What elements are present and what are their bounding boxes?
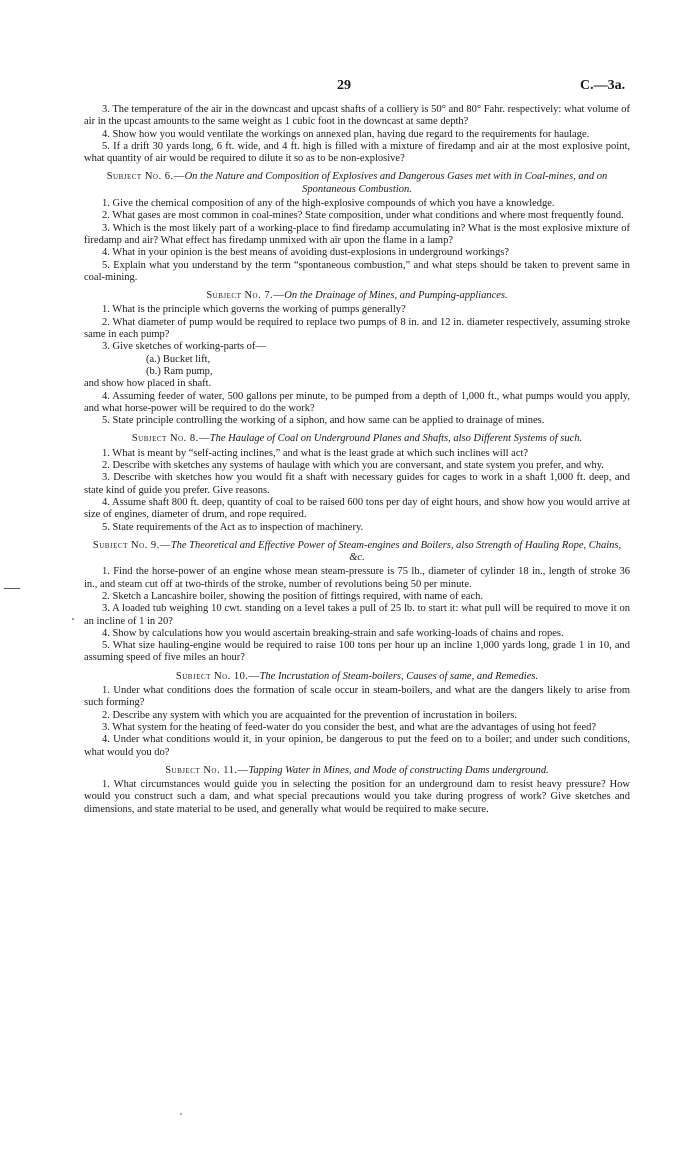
question: 5. What size hauling-engine would be required to raise 100 tons per hour up an incline 1,000 yards long, grade 1 in 10, and assuming speed of five miles an hour? bbox=[84, 640, 630, 664]
question: 3. The temperature of the air in the downcast and upcast shafts of a colliery is 50° and 80° Fahr. respectively: what volume of air in the upcast amounts to the same weight as 1 cubic foot in the downcast at same depth? bbox=[84, 104, 630, 128]
subject-heading bbox=[84, 171, 630, 196]
question: 2. What diameter of pump would be required to replace two pumps of 8 in. and 12 in. diameter respectively, assuming stroke same in each pump? bbox=[84, 316, 630, 341]
subject-label: Subject No. 7.— bbox=[206, 290, 285, 302]
subject-title: Tapping Water in Mines, and Mode of constructing Dams underground. bbox=[248, 764, 549, 776]
question: 5. Explain what you understand by the term “spontaneous combustion,” and what steps should be taken to prevent same in coal-mining. bbox=[84, 259, 630, 283]
option-item: (a.) Bucket lift, bbox=[146, 353, 211, 365]
question: 4. Show how you would ventilate the workings on annexed plan, having due regard to the requirements for haulage. bbox=[102, 128, 590, 140]
question: 3. Give sketches of working-parts of— bbox=[102, 341, 266, 353]
subject-heading bbox=[84, 540, 630, 565]
question: 4. Under what conditions would it, in your opinion, be dangerous to put the feed on to a boiler; and under such conditions, what would you do? bbox=[84, 734, 630, 758]
subject-heading bbox=[84, 765, 630, 777]
subject-title: The Haulage of Coal on Underground Planes and Shafts, also Different Systems of such. bbox=[209, 433, 583, 445]
series-reference: C.—3a. bbox=[580, 78, 626, 93]
subject-title: The Theoretical and Effective Power of Steam-engines and Boilers, also Strength of Hauling Rope, Chains, &c. bbox=[170, 539, 622, 564]
question: 3. Which is the most likely part of a working-place to find firedamp accumulating in? What is the most explosive mixture of firedamp and air? What effect has firedamp unmixed with air upon the flame in a lamp? bbox=[84, 222, 630, 246]
question: 1. What is meant by “self-acting inclines,” and what is the least grade at which such inclines will act? bbox=[102, 447, 529, 459]
question: 4. Show by calculations how you would ascertain breaking-strain and safe working-loads of chains and ropes. bbox=[102, 627, 564, 639]
question-continuation: and show how placed in shaft. bbox=[84, 378, 212, 390]
question: 2. Describe with sketches any systems of haulage with which you are conversant, and state system you prefer, and why. bbox=[102, 460, 604, 472]
question: 2. Describe any system with which you are acquainted for the prevention of incrustation in boilers. bbox=[102, 709, 517, 721]
subject-heading bbox=[84, 433, 630, 445]
margin-mark bbox=[4, 588, 20, 589]
subject-label: Subject No. 8.— bbox=[131, 433, 210, 445]
question: 3. A loaded tub weighing 10 cwt. standing on a level takes a pull of 25 lb. to start it: what pull will be required to move it on an incline of 1 in 20? bbox=[84, 603, 630, 627]
question: 5. If a drift 30 yards long, 6 ft. wide, and 4 ft. high is filled with a mixture of firedamp and air at the most explosive point, what quantity of air would be required to dilute it so as to be non-explosive? bbox=[84, 140, 630, 165]
question: 1. Find the horse-power of an engine whose mean steam-pressure is 75 lb., diameter of cylinder 18 in., length of stroke 36 in., and steam cut off at two-thirds of the stroke, number of revolutions being 50 per minute. bbox=[84, 566, 630, 590]
option-item: (b.) Ram pump, bbox=[146, 365, 213, 377]
question: 1. Give the chemical composition of any of the high-explosive compounds of which you have a knowledge. bbox=[102, 198, 555, 210]
page-header bbox=[0, 78, 700, 98]
subject-label: Subject No. 10.— bbox=[175, 670, 260, 682]
question: 1. What is the principle which governs the working of pumps generally? bbox=[102, 304, 406, 316]
question: 4. Assume shaft 800 ft. deep, quantity of coal to be raised 600 tons per day of eight hours, and show how you would arrive at size of engines, diameter of drum, and rope required. bbox=[84, 496, 630, 521]
question: 1. Under what conditions does the formation of scale occur in steam-boilers, and what are the dangers likely to arise from such forming? bbox=[84, 685, 630, 709]
stray-dot bbox=[72, 618, 74, 620]
document-body bbox=[84, 104, 630, 816]
question: 4. Assuming feeder of water, 500 gallons per minute, to be pumped from a depth of 1,000 ft., what pumps would you apply, and what horse-power will be required to do the work? bbox=[84, 390, 630, 414]
question: 4. What in your opinion is the best means of avoiding dust-explosions in underground workings? bbox=[102, 247, 510, 259]
question: 5. State requirements of the Act as to inspection of machinery. bbox=[102, 521, 364, 533]
subject-label: Subject No. 11.— bbox=[165, 764, 249, 776]
question: 1. What circumstances would guide you in selecting the position for an underground dam to resist heavy pressure? How would you construct such a dam, and what special precautions would you take during progress of work? Give sketches and dimensions, and state material to be used, and generally what would be required to make secure. bbox=[84, 779, 630, 815]
page-number: 29 bbox=[337, 78, 351, 93]
question: 2. Sketch a Lancashire boiler, showing the position of fittings required, with name of each. bbox=[102, 590, 483, 602]
subject-label: Subject No. 9.— bbox=[92, 539, 171, 551]
subject-title: On the Drainage of Mines, and Pumping-appliances. bbox=[284, 290, 508, 302]
question: 5. State principle controlling the working of a siphon, and how same can be applied to drainage of mines. bbox=[102, 415, 545, 427]
subject-title: On the Nature and Composition of Explosives and Dangerous Gases met with in Coal-mines, and on Spontaneous Combustion. bbox=[184, 171, 608, 195]
subject-label: Subject No. 6.— bbox=[106, 171, 185, 183]
subject-title: The Incrustation of Steam-boilers, Causes of same, and Remedies. bbox=[259, 670, 539, 682]
stray-dot bbox=[180, 1113, 182, 1115]
question: 2. What gases are most common in coal-mines? State composition, under what conditions and where most frequently found. bbox=[102, 210, 624, 222]
subject-heading bbox=[84, 671, 630, 683]
subject-heading bbox=[84, 290, 630, 302]
question: 3. What system for the heating of feed-water do you consider the best, and what are the advantages of using hot feed? bbox=[102, 721, 597, 733]
question: 3. Describe with sketches how you would fit a shaft with necessary guides for cages to work in a shaft 1,000 ft. deep, and state kind of guide you prefer. Give reasons. bbox=[84, 472, 630, 496]
